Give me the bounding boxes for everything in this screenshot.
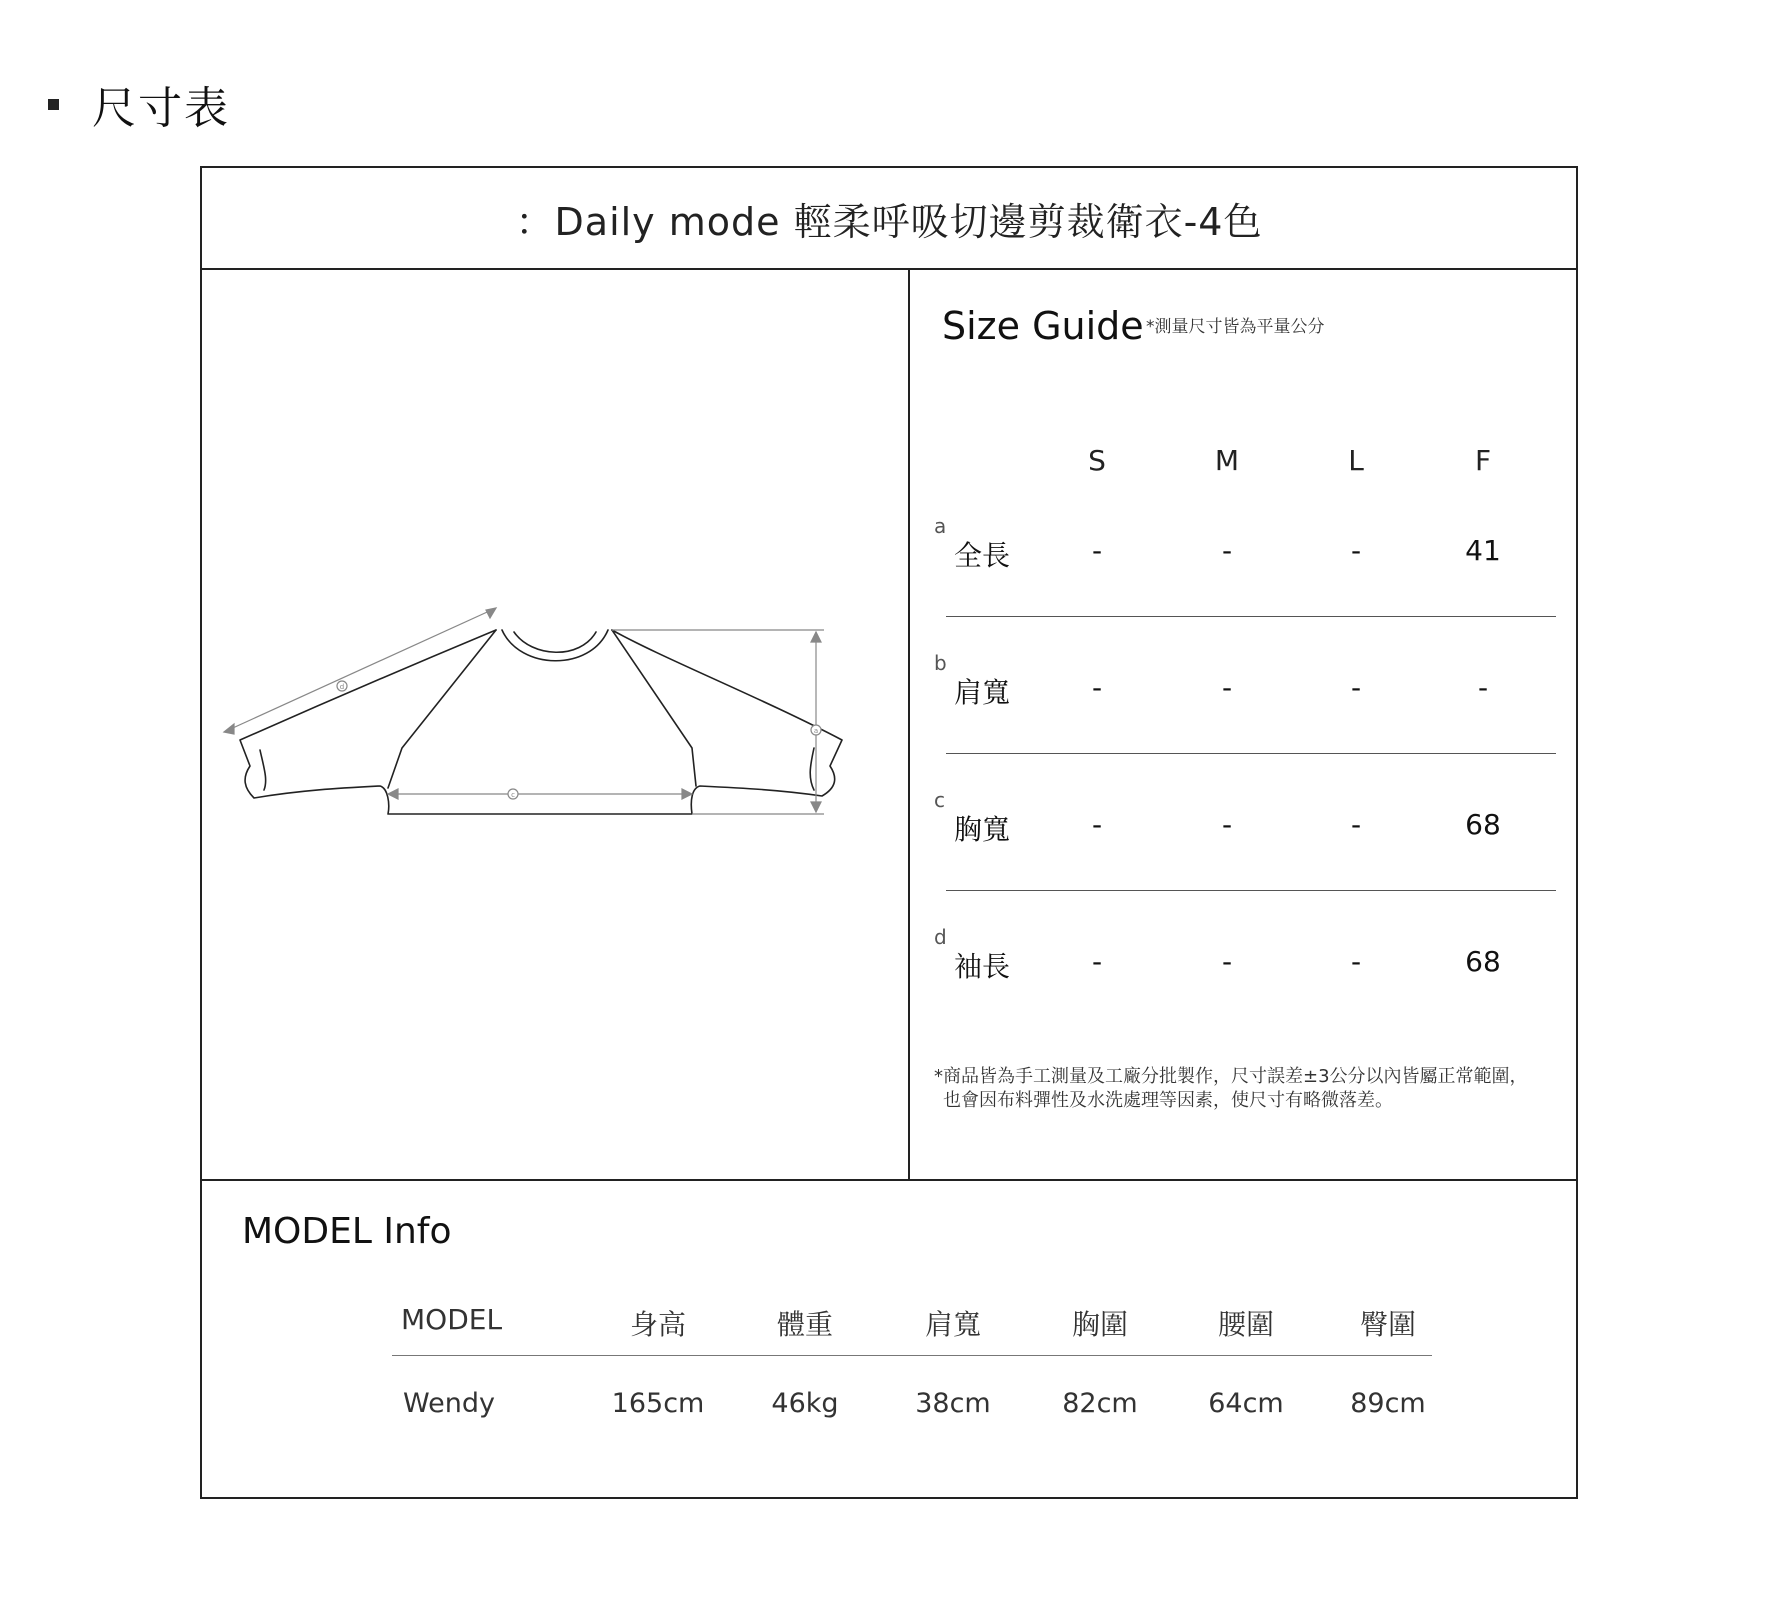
size-guide-title: Size Guide — [942, 304, 1144, 348]
model-header-height: 身高 — [629, 1308, 686, 1341]
size-cell: 68 — [1465, 945, 1501, 978]
model-header-name: MODEL — [401, 1303, 503, 1336]
garment-diagram-panel — [202, 268, 910, 1179]
row-divider — [946, 616, 1556, 617]
size-cell: - — [1350, 945, 1362, 978]
body-outline — [240, 630, 842, 814]
size-cell: - — [1091, 945, 1103, 978]
neckline — [514, 632, 596, 652]
size-row-full-length — [910, 514, 1576, 574]
model-divider — [392, 1355, 1432, 1356]
model-header-waist: 腰圍 — [1217, 1308, 1274, 1341]
measure-markers — [337, 681, 821, 799]
size-cell: 41 — [1465, 534, 1501, 567]
model-hip: 89cm — [1350, 1388, 1426, 1419]
sweatshirt-diagram — [202, 268, 908, 1179]
size-cell: - — [1221, 671, 1233, 704]
row-label: 袖長 — [954, 950, 1011, 983]
row-divider — [946, 890, 1556, 891]
size-row-sleeve — [910, 925, 1576, 985]
size-cell: - — [1091, 534, 1103, 567]
row-label: 胸寬 — [954, 813, 1011, 846]
column-header-l: L — [1348, 444, 1364, 477]
size-row-shoulder — [910, 651, 1576, 711]
column-header-f: F — [1474, 444, 1492, 477]
row-divider — [946, 753, 1556, 754]
size-cell: - — [1350, 671, 1362, 704]
footnote-line: *商品皆為手工測量及工廠分批製作，尺寸誤差±3公分以內皆屬正常範圍， — [934, 1066, 1528, 1087]
size-cell: 68 — [1465, 808, 1501, 841]
row-label: 肩寬 — [954, 676, 1011, 709]
model-header-weight: 體重 — [776, 1308, 833, 1341]
row-label: 全長 — [954, 539, 1011, 572]
product-title: ：Daily mode 輕柔呼吸切邊剪裁衛衣-4色 — [515, 199, 1263, 244]
size-guide-panel — [910, 268, 1576, 1179]
model-bust: 82cm — [1062, 1388, 1138, 1419]
column-header-m: M — [1214, 444, 1240, 477]
row-letter: c — [934, 788, 945, 812]
bullet-icon — [48, 99, 59, 110]
size-cell: - — [1350, 808, 1362, 841]
footnote-line: 也會因布料彈性及水洗處理等因素，使尺寸有略微落差。 — [943, 1090, 1393, 1111]
model-weight: 46kg — [771, 1388, 839, 1419]
row-letter: a — [934, 514, 947, 538]
size-cell: - — [1221, 945, 1233, 978]
size-cell: - — [1221, 534, 1233, 567]
model-name: Wendy — [403, 1388, 495, 1419]
row-letter: b — [934, 651, 947, 675]
size-cell: - — [1350, 534, 1362, 567]
size-row-chest — [910, 788, 1576, 848]
model-header-bust: 胸圍 — [1071, 1308, 1128, 1341]
size-chart-card — [200, 166, 1578, 1499]
model-height: 165cm — [611, 1388, 705, 1419]
measurement-footnote — [934, 1065, 1528, 1113]
section-title: 尺寸表 — [92, 83, 230, 134]
marker-d: d — [339, 683, 345, 691]
row-letter: d — [934, 925, 947, 949]
marker-c: c — [511, 791, 515, 799]
column-header-s: S — [1088, 444, 1106, 477]
size-guide-note: *測量尺寸皆為平量公分 — [1146, 317, 1325, 337]
size-cell: - — [1091, 808, 1103, 841]
marker-a: a — [813, 727, 819, 735]
size-cell: - — [1091, 671, 1103, 704]
size-cell: - — [1221, 808, 1233, 841]
model-header-hip: 臀圍 — [1359, 1308, 1416, 1341]
size-cell: - — [1477, 671, 1489, 704]
model-shoulder: 38cm — [915, 1388, 991, 1419]
product-title-row — [202, 168, 1576, 270]
model-info-title: MODEL Info — [242, 1211, 452, 1252]
model-info-panel — [202, 1179, 1576, 1499]
model-waist: 64cm — [1208, 1388, 1284, 1419]
model-header-shoulder: 肩寬 — [924, 1308, 981, 1341]
section-heading — [48, 72, 230, 136]
